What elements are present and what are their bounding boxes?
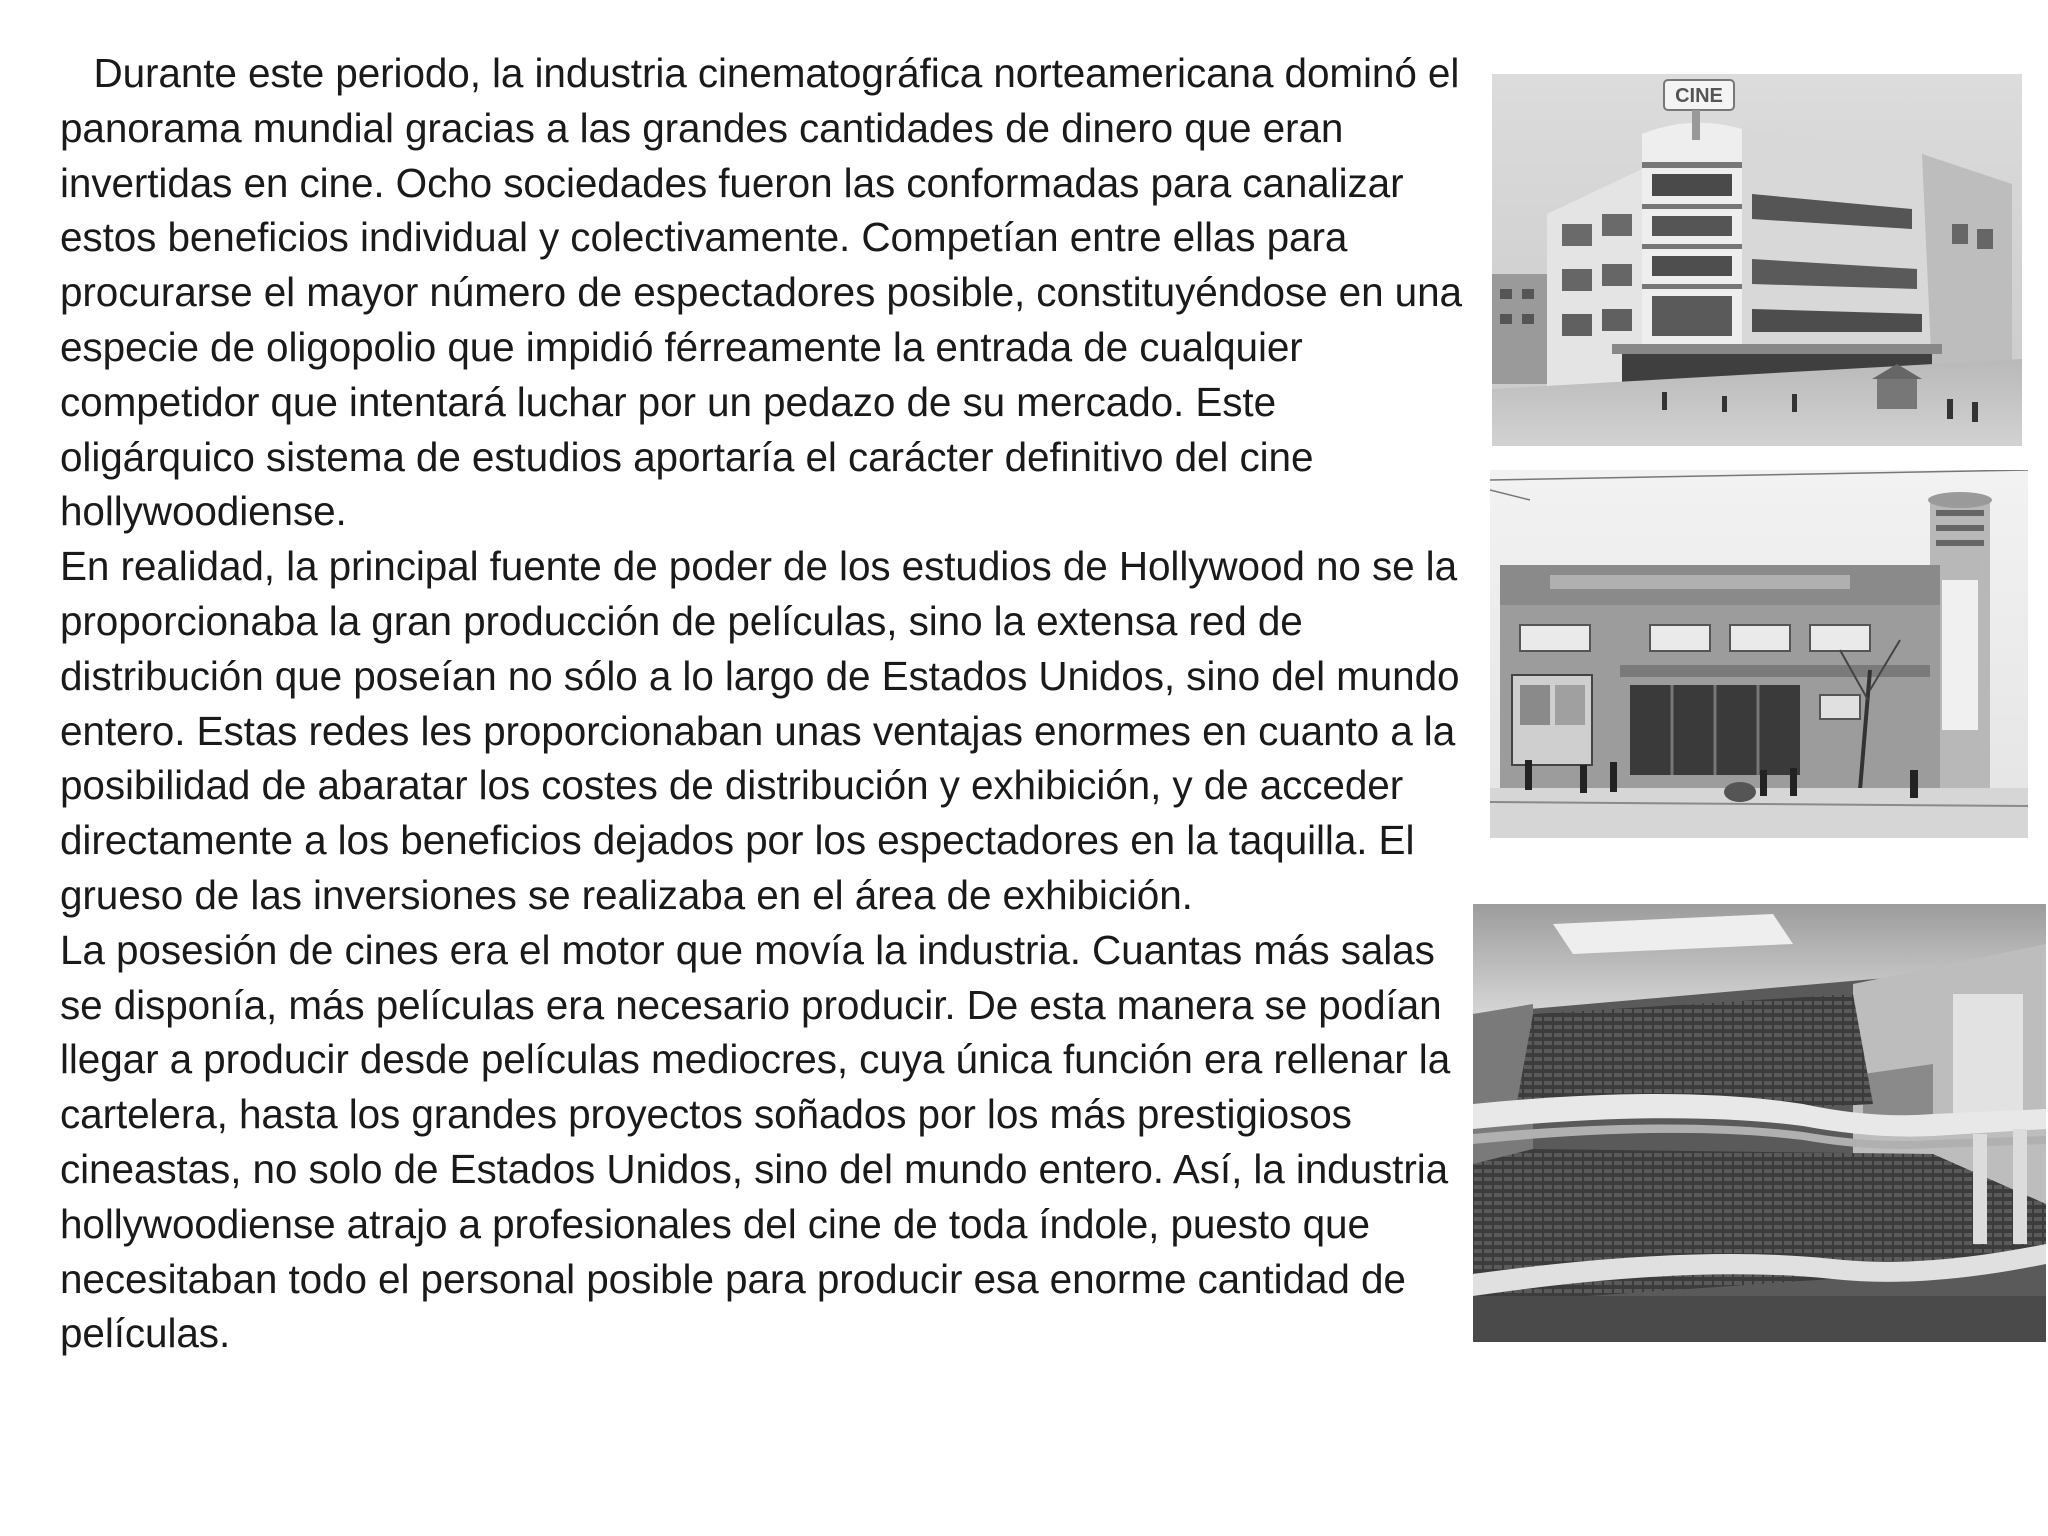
cinema-sign-text: CINE [1675,85,1723,107]
body-text [60,46,1480,1361]
paragraph-3: La posesión de cines era el motor que movía la industria. Cuantas más salas se disponía, más películas era necesario producir. De esta manera se podían llegar a producir desde películas mediocres, cuya única función era rellenar la cartelera, hasta los grandes proyectos soñados por los más prestigiosos cineastas, no solo de Estados Unidos, sino del mundo entero. Así, la industria hollywoodiense atrajo a profesionales del cine de toda índole, puesto que necesitaban todo el personal posible para producir esa enorme cantidad de películas. [60,926,1462,1357]
cinema-auditorium-interior-photo [1473,904,2046,1342]
paragraph-2: En realidad, la principal fuente de poder de los estudios de Hollywood no se la proporcionaba la gran producción de películas, sino la extensa red de distribución que poseían no sólo a lo largo de Estados Unidos, sino del mundo entero. Estas redes les proporcionaban unas ventajas enormes en cuanto a la posibilidad de abaratar los costes de distribución y exhibición, y de acceder directamente a los beneficios dejados por los espectadores en la taquilla. El grueso de las inversiones se realizaba en el área de exhibición. [60,543,1471,918]
paragraph-1: Durante este periodo, la industria cinematográfica norteamericana dominó el panorama mundial gracias a las grandes cantidades de dinero que eran invertidas en cine. Ocho sociedades fueron las conformadas para canalizar estos beneficios individual y colectivamente. Competían entre ellas para procurarse el mayor número de espectadores posible, constituyéndose en una especie de oligopolio que impidió férreamente la entrada de cualquier competidor que intentará luchar por un pedazo de su mercado. Este oligárquico sistema de estudios aportaría el carácter definitivo del cine hollywoodiense. [60,50,1474,535]
cinema-building-corner-photo [1492,74,2022,446]
cinema-building-facade-photo [1490,470,2028,838]
